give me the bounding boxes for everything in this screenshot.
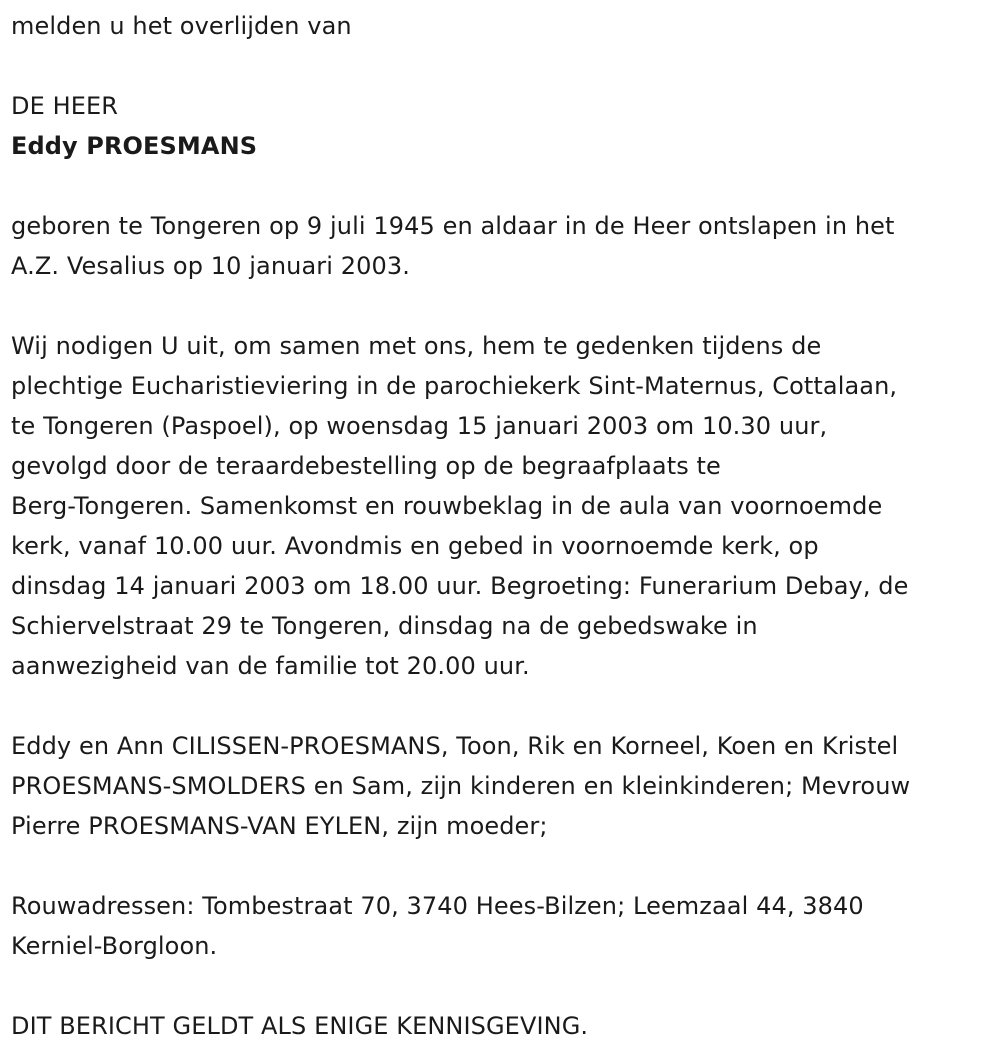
service-line: Berg-Tongeren. Samenkomst en rouwbeklag in de aula van voornoemde (11, 492, 883, 520)
service-line: aanwezigheid van de familie tot 20.00 uur. (11, 652, 530, 680)
service-line: te Tongeren (Paspoel), op woensdag 15 januari 2003 om 10.30 uur, (11, 412, 828, 440)
service-line: plechtige Eucharistieviering in de parochiekerk Sint-Maternus, Cottalaan, (11, 372, 898, 400)
deceased-name: Eddy PROESMANS (11, 132, 258, 160)
family-line: Eddy en Ann CILISSEN-PROESMANS, Toon, Rik en Korneel, Koen en Kristel (11, 732, 899, 760)
addresses-paragraph (11, 886, 996, 966)
service-line: kerk, vanaf 10.00 uur. Avondmis en gebed in voornoemde kerk, op (11, 532, 819, 560)
address-line: Kerniel-Borgloon. (11, 932, 218, 960)
family-line: Pierre PROESMANS-VAN EYLEN, zijn moeder; (11, 812, 548, 840)
birth-line: geboren te Tongeren op 9 juli 1945 en aldaar in de Heer ontslapen in het (11, 212, 895, 240)
birth-paragraph (11, 206, 996, 286)
service-paragraph (11, 326, 996, 686)
service-line: dinsdag 14 januari 2003 om 18.00 uur. Begroeting: Funerarium Debay, de (11, 572, 909, 600)
address-line: Rouwadressen: Tombestraat 70, 3740 Hees-Bilzen; Leemzaal 44, 3840 (11, 892, 864, 920)
service-line: gevolgd door de teraardebestelling op de begraafplaats te (11, 452, 721, 480)
honorific-title: DE HEER (11, 92, 119, 120)
service-line: Wij nodigen U uit, om samen met ons, hem te gedenken tijdens de (11, 332, 822, 360)
intro-text: melden u het overlijden van (11, 12, 352, 40)
birth-line: A.Z. Vesalius op 10 januari 2003. (11, 252, 410, 280)
death-notice (11, 6, 996, 1046)
service-line: Schiervelstraat 29 te Tongeren, dinsdag na de gebedswake in (11, 612, 758, 640)
family-paragraph (11, 726, 996, 846)
family-line: PROESMANS-SMOLDERS en Sam, zijn kinderen en kleinkinderen; Mevrouw (11, 772, 911, 800)
closing-notice: DIT BERICHT GELDT ALS ENIGE KENNISGEVING. (11, 1012, 589, 1040)
